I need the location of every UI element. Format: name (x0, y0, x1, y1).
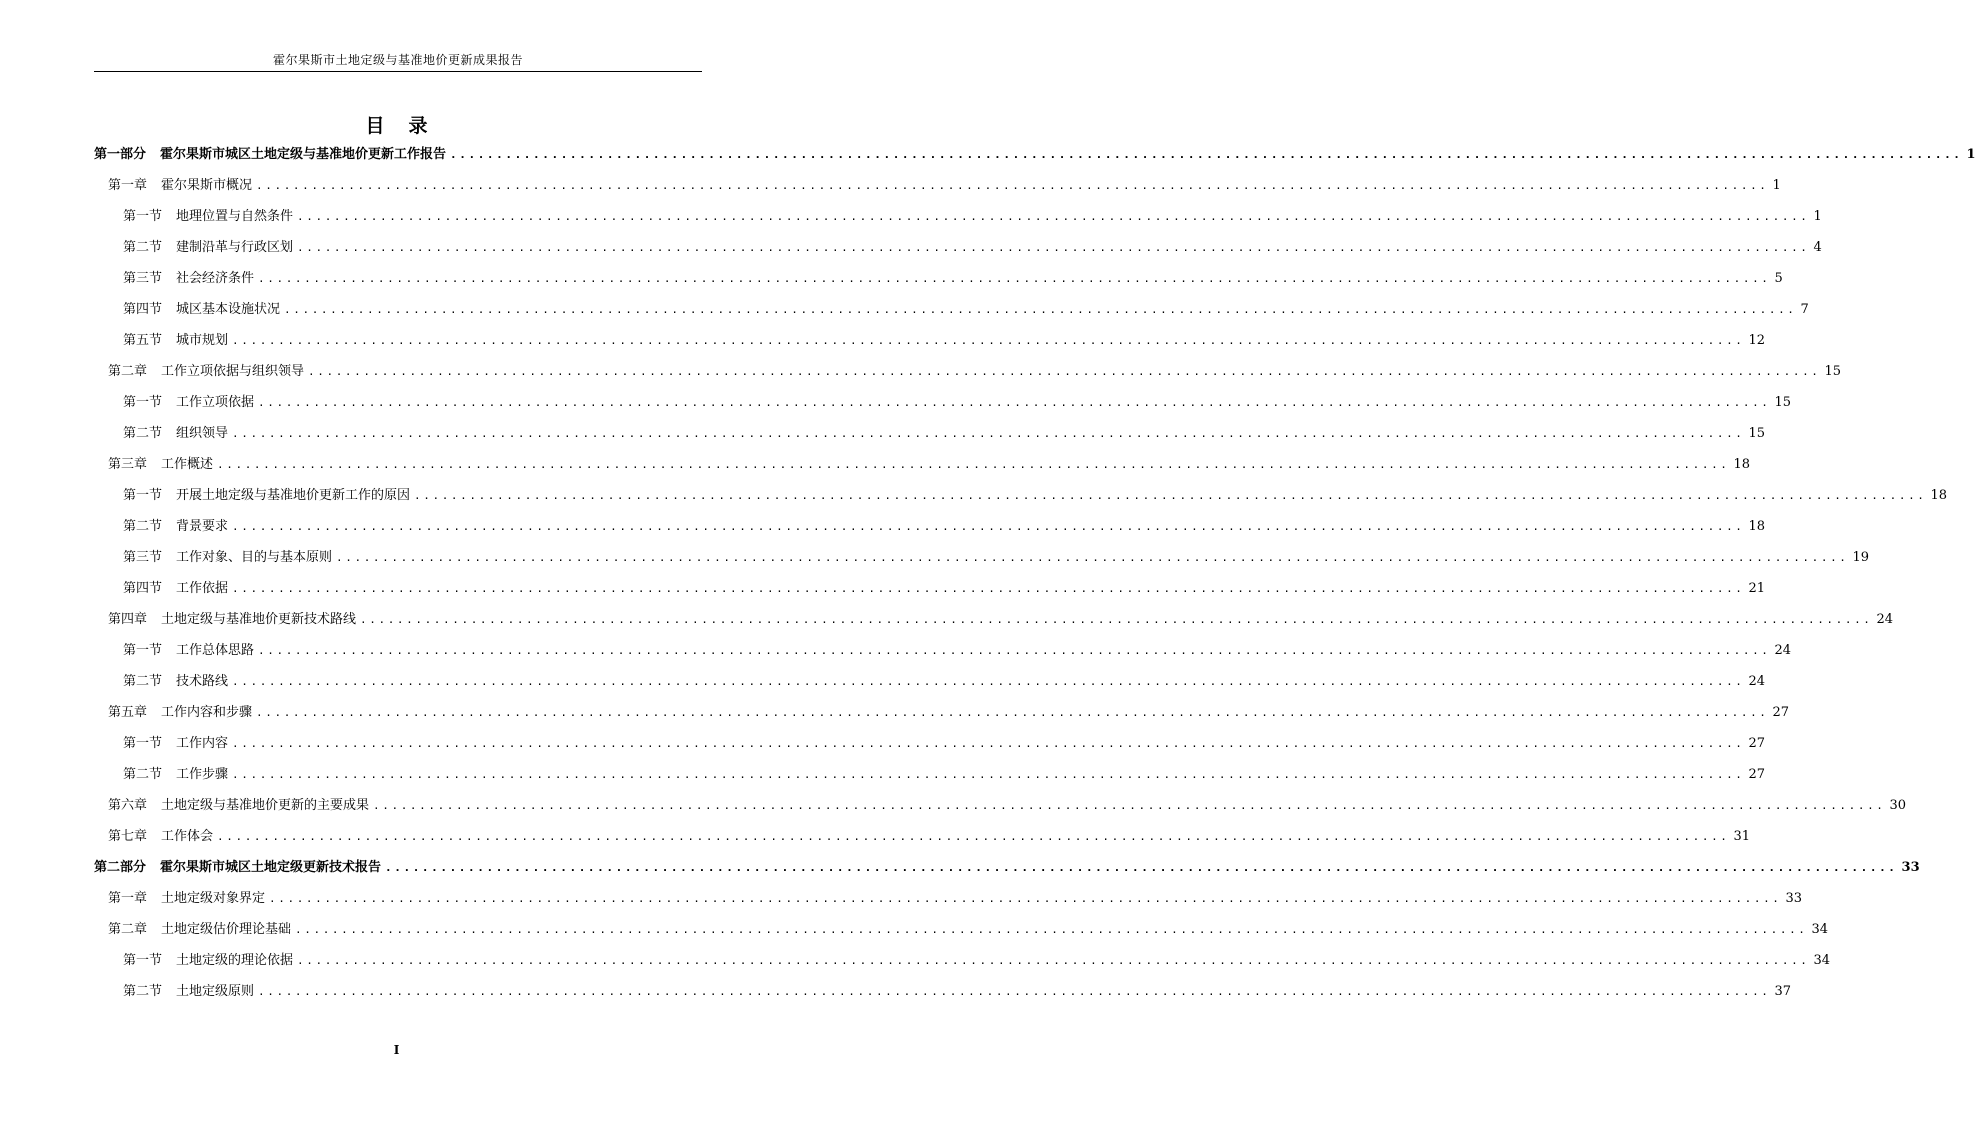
toc-entry-page: 27 (1748, 767, 1766, 782)
running-header: 霍尔果斯市土地定级与基准地价更新成果报告 (272, 53, 523, 67)
toc-entry-number: 第二章 (108, 922, 148, 937)
toc-entry-title: 工作内容和步骤 (161, 705, 253, 720)
toc-entry-title: 背景要求 (176, 519, 229, 534)
toc-entry-page: 24 (1876, 612, 1894, 627)
toc-entry-page: 15 (1774, 395, 1792, 410)
toc-entry-title: 霍尔果斯市城区土地定级与基准地价更新工作报告 (160, 147, 447, 162)
toc-entry[interactable] (94, 485, 1948, 516)
toc-leader-dots: .................................................................................................................................................................... (385, 861, 1898, 874)
toc-entry-number: 第二节 (123, 674, 163, 689)
toc-entry-page: 37 (1774, 984, 1792, 999)
toc-entry-number: 第一节 (123, 488, 163, 503)
toc-entry-page: 5 (1774, 271, 1783, 286)
toc-entry-page: 18 (1748, 519, 1766, 534)
toc-entry-title: 工作总体思路 (176, 643, 255, 658)
toc-entry-title: 社会经济条件 (176, 271, 255, 286)
toc-entry[interactable] (94, 950, 1831, 981)
toc-entry-number: 第一节 (123, 736, 163, 751)
toc-entry-number: 第四节 (123, 302, 163, 317)
toc-leader-dots: .................................................................................................................................................................... (297, 241, 1810, 254)
toc-entry-number: 第一节 (123, 953, 163, 968)
toc-entry-title: 技术路线 (176, 674, 229, 689)
toc-entry-number: 第一节 (123, 209, 163, 224)
toc-leader-dots: .................................................................................................................................................................... (373, 799, 1886, 812)
toc-entry-page: 33 (1901, 860, 1920, 875)
toc-entry-title: 开展土地定级与基准地价更新工作的原因 (176, 488, 411, 503)
toc-entry-number: 第二节 (123, 240, 163, 255)
toc-entry-number: 第一节 (123, 395, 163, 410)
toc-entry[interactable] (94, 330, 1766, 361)
toc-entry[interactable] (94, 671, 1766, 702)
toc-entry-title: 土地定级的理论依据 (176, 953, 294, 968)
toc-entry-number: 第二部分 (94, 860, 147, 875)
toc-entry-number: 第一章 (108, 891, 148, 906)
toc-entry-page: 15 (1824, 364, 1842, 379)
toc-entry-page: 4 (1813, 240, 1822, 255)
toc-entry-page: 1 (1966, 147, 1976, 162)
toc-leader-dots: .................................................................................................................................................................... (258, 396, 1771, 409)
toc-entry-title: 工作内容 (176, 736, 229, 751)
toc-leader-dots: .................................................................................................................................................................... (450, 148, 1963, 161)
toc-entry-title: 土地定级对象界定 (161, 891, 266, 906)
toc-entry-title: 城区基本设施状况 (176, 302, 281, 317)
toc-entry-number: 第一节 (123, 643, 163, 658)
toc-entry-number: 第二节 (123, 984, 163, 999)
toc-entry-page: 12 (1748, 333, 1766, 348)
toc-entry-number: 第二章 (108, 364, 148, 379)
table-of-contents (94, 144, 1976, 1012)
toc-entry-number: 第三节 (123, 271, 163, 286)
toc-entry-page: 24 (1774, 643, 1792, 658)
toc-leader-dots: .................................................................................................................................................................... (258, 272, 1771, 285)
toc-leader-dots: .................................................................................................................................................................... (232, 768, 1745, 781)
toc-leader-dots: .................................................................................................................................................................... (414, 489, 1927, 502)
toc-leader-dots: .................................................................................................................................................................... (256, 179, 1769, 192)
toc-entry[interactable] (94, 547, 1870, 578)
toc-leader-dots: .................................................................................................................................................................... (258, 644, 1771, 657)
toc-leader-dots: .................................................................................................................................................................... (232, 427, 1745, 440)
toc-entry-number: 第二节 (123, 767, 163, 782)
toc-entry[interactable] (94, 764, 1766, 795)
toc-entry-number: 第五节 (123, 333, 163, 348)
toc-entry-page: 33 (1785, 891, 1803, 906)
toc-entry[interactable] (94, 826, 1751, 857)
toc-entry[interactable] (94, 454, 1751, 485)
toc-leader-dots: .................................................................................................................................................................... (217, 458, 1730, 471)
toc-entry-number: 第六章 (108, 798, 148, 813)
toc-leader-dots: .................................................................................................................................................................... (269, 892, 1782, 905)
toc-leader-dots: .................................................................................................................................................................... (308, 365, 1821, 378)
toc-entry-number: 第四节 (123, 581, 163, 596)
toc-leader-dots: .................................................................................................................................................................... (360, 613, 1873, 626)
toc-title: 目录 (365, 115, 452, 137)
toc-leader-dots: .................................................................................................................................................................... (232, 582, 1745, 595)
toc-entry-page: 1 (1772, 178, 1781, 193)
toc-entry-title: 土地定级与基准地价更新技术路线 (161, 612, 357, 627)
toc-entry[interactable] (94, 516, 1766, 547)
toc-entry[interactable] (94, 237, 1822, 268)
toc-entry-title: 霍尔果斯市城区土地定级更新技术报告 (160, 860, 382, 875)
toc-entry-page: 24 (1748, 674, 1766, 689)
toc-entry-page: 34 (1813, 953, 1831, 968)
toc-entry-title: 工作步骤 (176, 767, 229, 782)
header-rule (94, 71, 702, 72)
toc-leader-dots: .................................................................................................................................................................... (232, 520, 1745, 533)
toc-entry-number: 第一章 (108, 178, 148, 193)
toc-entry-number: 第五章 (108, 705, 148, 720)
toc-entry[interactable] (94, 392, 1792, 423)
toc-entry[interactable] (94, 795, 1907, 826)
toc-leader-dots: .................................................................................................................................................................... (295, 923, 1808, 936)
toc-entry-number: 第二节 (123, 426, 163, 441)
toc-entry-title: 地理位置与自然条件 (176, 209, 294, 224)
toc-leader-dots: .................................................................................................................................................................... (258, 985, 1771, 998)
toc-leader-dots: .................................................................................................................................................................... (336, 551, 1849, 564)
toc-entry-title: 土地定级与基准地价更新的主要成果 (161, 798, 370, 813)
toc-entry[interactable] (94, 981, 1792, 1012)
toc-entry-title: 工作概述 (161, 457, 214, 472)
toc-entry-page: 31 (1733, 829, 1751, 844)
toc-entry-title: 工作依据 (176, 581, 229, 596)
toc-entry-title: 霍尔果斯市概况 (161, 178, 253, 193)
toc-leader-dots: .................................................................................................................................................................... (217, 830, 1730, 843)
toc-entry-page: 19 (1852, 550, 1870, 565)
toc-entry[interactable] (94, 733, 1766, 764)
toc-entry-page: 7 (1800, 302, 1809, 317)
toc-entry-number: 第四章 (108, 612, 148, 627)
toc-leader-dots: .................................................................................................................................................................... (284, 303, 1797, 316)
toc-entry[interactable] (94, 578, 1766, 609)
toc-entry-page: 18 (1930, 488, 1948, 503)
toc-leader-dots: .................................................................................................................................................................... (232, 675, 1745, 688)
toc-entry-number: 第七章 (108, 829, 148, 844)
toc-entry[interactable] (94, 299, 1809, 330)
toc-entry-title: 城市规划 (176, 333, 229, 348)
toc-entry-title: 土地定级原则 (176, 984, 255, 999)
toc-entry[interactable] (94, 361, 1842, 392)
page-number: I (393, 1043, 400, 1057)
toc-entry-number: 第三节 (123, 550, 163, 565)
toc-entry-title: 组织领导 (176, 426, 229, 441)
toc-entry-number: 第一部分 (94, 147, 147, 162)
toc-entry-title: 土地定级估价理论基础 (161, 922, 292, 937)
toc-entry[interactable] (94, 857, 1920, 888)
toc-entry[interactable] (94, 144, 1976, 175)
toc-entry[interactable] (94, 640, 1792, 671)
toc-entry-page: 34 (1811, 922, 1829, 937)
toc-leader-dots: .................................................................................................................................................................... (232, 334, 1745, 347)
toc-entry[interactable] (94, 423, 1766, 454)
toc-entry-title: 建制沿革与行政区划 (176, 240, 294, 255)
toc-entry[interactable] (94, 175, 1781, 206)
toc-leader-dots: .................................................................................................................................................................... (297, 954, 1810, 967)
toc-entry-title: 工作对象、目的与基本原则 (176, 550, 333, 565)
toc-entry-number: 第三章 (108, 457, 148, 472)
toc-entry-page: 18 (1733, 457, 1751, 472)
toc-leader-dots: .................................................................................................................................................................... (232, 737, 1745, 750)
toc-leader-dots: .................................................................................................................................................................... (297, 210, 1810, 223)
toc-entry-title: 工作立项依据 (176, 395, 255, 410)
toc-entry-page: 27 (1748, 736, 1766, 751)
toc-entry-title: 工作立项依据与组织领导 (161, 364, 305, 379)
toc-entry[interactable] (94, 206, 1822, 237)
toc-leader-dots: .................................................................................................................................................................... (256, 706, 1769, 719)
toc-entry-page: 1 (1813, 209, 1822, 224)
toc-entry-title: 工作体会 (161, 829, 214, 844)
toc-entry-page: 30 (1889, 798, 1907, 813)
toc-entry[interactable] (94, 609, 1894, 640)
toc-entry[interactable] (94, 268, 1783, 299)
toc-entry-page: 27 (1772, 705, 1790, 720)
toc-entry[interactable] (94, 702, 1790, 733)
toc-entry-page: 21 (1748, 581, 1766, 596)
toc-entry-number: 第二节 (123, 519, 163, 534)
toc-entry-page: 15 (1748, 426, 1766, 441)
toc-entry[interactable] (94, 888, 1803, 919)
toc-entry[interactable] (94, 919, 1829, 950)
